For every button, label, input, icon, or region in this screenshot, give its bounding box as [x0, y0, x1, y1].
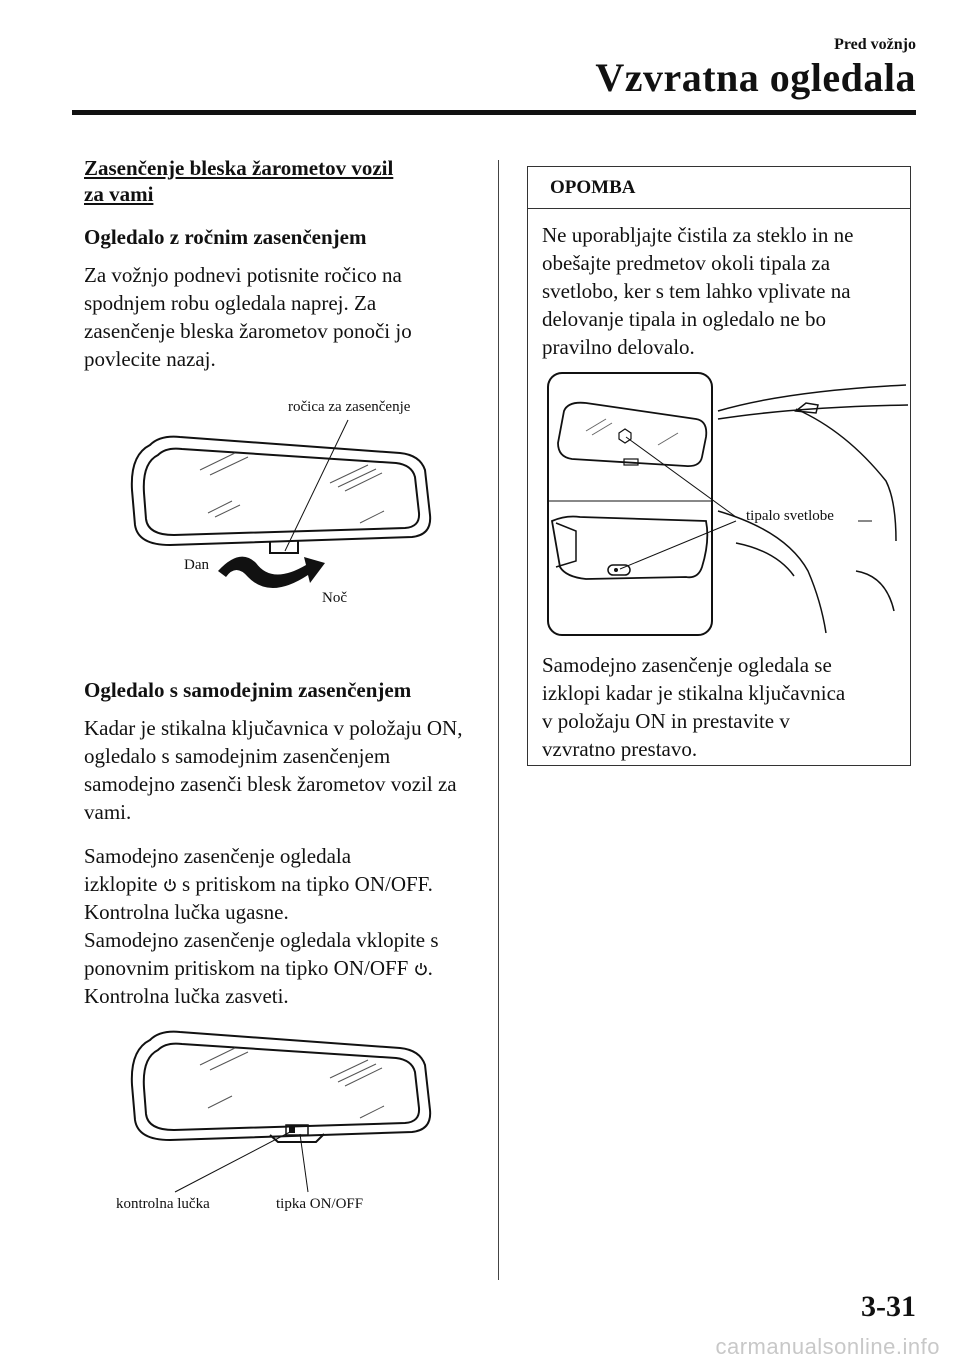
- instr-line5b: .: [427, 956, 433, 980]
- instr-line5a: ponovnim pritiskom na tipko ON/OFF: [84, 956, 409, 980]
- note-text-2-line3: v položaju ON in prestavite v: [542, 709, 790, 733]
- auto-mirror-section: [84, 676, 484, 1010]
- indicator-label: kontrolna lučka: [116, 1196, 210, 1212]
- power-icon: [163, 878, 177, 892]
- topic-title-line2: za vami: [84, 182, 154, 206]
- instr-line2a: izklopite: [84, 872, 158, 896]
- power-icon: [414, 962, 428, 976]
- note-box: [527, 166, 911, 766]
- topic-title: [84, 155, 484, 207]
- auto-mirror-instructions: [84, 842, 484, 1010]
- page-number: 3-31: [861, 1290, 916, 1323]
- day-label: Dan: [184, 557, 209, 573]
- manual-mirror-heading: Ogledalo z ročnim zasenčenjem: [84, 225, 367, 249]
- lever-label: ročica za zasenčenje: [288, 399, 411, 415]
- sensor-icon: [619, 429, 631, 443]
- instr-line6: Kontrolna lučka zasveti.: [84, 984, 289, 1008]
- button-label: tipka ON/OFF: [276, 1196, 364, 1212]
- section-title: Vzvratna ogledala: [595, 55, 916, 100]
- topic-title-line1: Zasenčenje bleska žarometov vozil: [84, 156, 394, 180]
- left-column: [84, 155, 484, 373]
- note-text: Ne uporabljajte čistila za steklo in ne obešajte predmetov okoli tipala za svetlobo, ker s tem lahko vplivate na delovanje tipala in ogledalo ne bo pravilno delovalo.: [542, 223, 854, 359]
- sensor-figure: [546, 371, 912, 643]
- note-text-2-line2: izklopi kadar je stikalna ključavnica: [542, 681, 846, 705]
- auto-mirror-heading: Ogledalo s samodejnim zasenčenjem: [84, 678, 412, 702]
- instr-line3: Kontrolna lučka ugasne.: [84, 900, 289, 924]
- auto-mirror-figure: [120, 1020, 460, 1200]
- instr-line1: Samodejno zasenčenje ogledala: [84, 844, 352, 868]
- note-text-2-line1: Samodejno zasenčenje ogledala se: [542, 653, 832, 677]
- chapter-title: Pred vožnjo: [834, 36, 916, 53]
- header-rule: [72, 110, 916, 115]
- auto-mirror-text: Kadar je stikalna ključavnica v položaju ON, ogledalo s samodejnim zasenčenjem samodejno zasenči blesk žarometov vozil za vami.: [84, 716, 463, 824]
- column-divider: [498, 160, 499, 1280]
- sensor-label: tipalo svetlobe: [746, 508, 834, 524]
- watermark[interactable]: carmanualsonline.info: [715, 1334, 940, 1359]
- manual-mirror-figure: [120, 395, 460, 625]
- night-label: Noč: [322, 590, 347, 606]
- tilt-arrow-icon: [218, 557, 325, 588]
- note-text-2: [528, 651, 861, 763]
- instr-line2b: s pritiskom na tipko ON/OFF.: [181, 872, 433, 896]
- instr-line4: Samodejno zasenčenje ogledala vklopite s: [84, 928, 439, 952]
- manual-mirror-text: Za vožnjo podnevi potisnite ročico na spodnjem robu ogledala naprej. Za zasenčenje bleska žarometov ponoči jo povlecite nazaj.: [84, 263, 412, 371]
- note-text-2-line4: vzvratno prestavo.: [542, 737, 698, 761]
- note-heading: OPOMBA: [528, 167, 910, 209]
